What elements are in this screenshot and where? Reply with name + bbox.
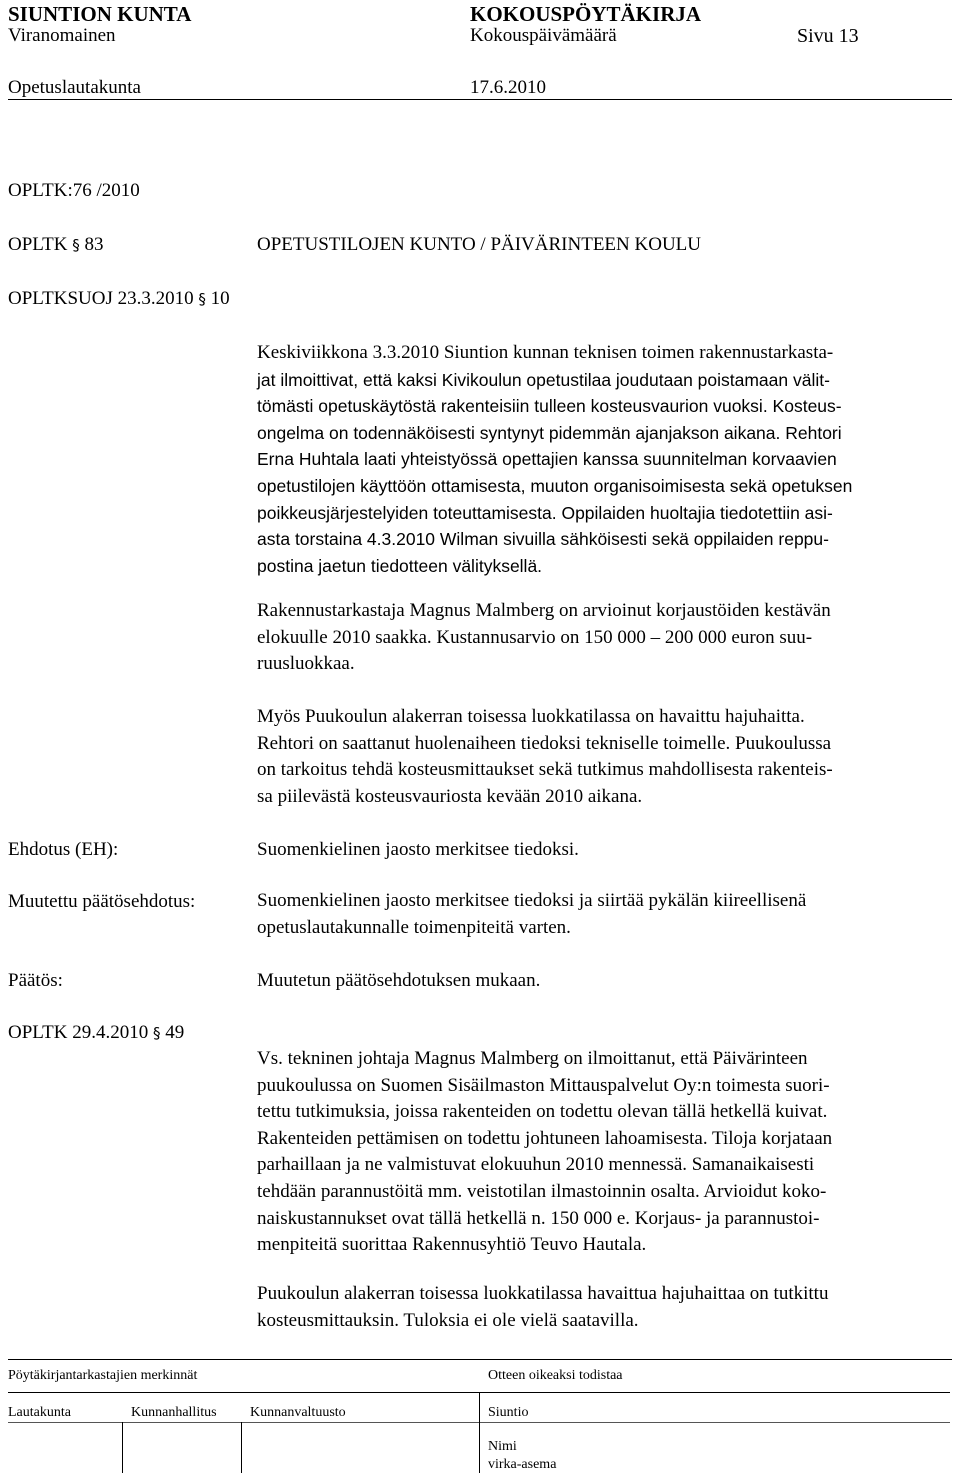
authority-name: Opetuslautakunta bbox=[8, 77, 141, 98]
text-line: Erna Huhtala laati yhteistyössä opettajien kanssa suunnitelman korvaavien bbox=[257, 449, 837, 470]
header-rule bbox=[8, 99, 952, 100]
section-symbol: § bbox=[152, 1024, 161, 1042]
text-line: tehdään parannustöitä mm. veistotilan ilmastoinnin osalta. Arvioidut koko- bbox=[257, 1180, 827, 1202]
footer-divider bbox=[122, 1422, 123, 1473]
text-line: asta torstaina 4.3.2010 Wilman sivuilla sähköisesti sekä oppilaiden reppu- bbox=[257, 529, 829, 550]
item-title: OPETUSTILOJEN KUNTO / PÄIVÄRINTEEN KOULU bbox=[257, 234, 702, 255]
text-line: elokuulle 2010 saakka. Kustannusarvio on 150 000 – 200 000 euron suu- bbox=[257, 626, 813, 648]
footer-rule bbox=[8, 1359, 952, 1360]
reviewers-label: Pöytäkirjantarkastajien merkinnät bbox=[8, 1368, 198, 1383]
decision-label: Päätös: bbox=[8, 970, 63, 991]
municipality-name: SIUNTION KUNTA bbox=[8, 2, 192, 26]
text-line: Rakennustarkastaja Magnus Malmberg on arvioinut korjaustöiden kestävän bbox=[257, 600, 831, 621]
text-line: tömästi opetuskäytöstä rakenteisiin tulleen kosteusvaurion vuoksi. Kosteus- bbox=[257, 396, 842, 417]
text-line: ruusluokkaa. bbox=[257, 653, 355, 675]
section-symbol: § bbox=[198, 290, 206, 308]
text-line: ongelma on todennäköisesti syntynyt pidemmän ajanjakson aikana. Rehtori bbox=[257, 422, 842, 443]
text-line: kosteusmittauksin. Tuloksia ei ole vielä saatavilla. bbox=[257, 1309, 639, 1331]
body-paragraph-1 bbox=[257, 340, 957, 579]
decision-text: Muutetun päätösehdotuksen mukaan. bbox=[257, 970, 541, 991]
text-line: on tarkoitus tehdä kosteusmittaukset sekä tutkimus mahdollisesta rakenteis- bbox=[257, 759, 833, 781]
modified-proposal-label: Muutettu päätösehdotus: bbox=[8, 891, 196, 912]
text-line: opetuslautakunnalle toimenpiteitä varten. bbox=[257, 916, 571, 938]
text-line: Puukoulun alakerran toisessa luokkatilassa havaittua hajuhaittaa on tutkittu bbox=[257, 1283, 829, 1304]
certified-label: Otteen oikeaksi todistaa bbox=[488, 1368, 623, 1383]
body-paragraph-2 bbox=[257, 598, 957, 678]
text-line: opetustilojen käyttöön ottamisesta, muuton organisoimisesta sekä opetuksen bbox=[257, 475, 853, 496]
proposal-text: Suomenkielinen jaosto merkitsee tiedoksi. bbox=[257, 839, 579, 860]
footer-divider bbox=[241, 1422, 242, 1473]
footer-col-municipal-council: Kunnanvaltuusto bbox=[250, 1405, 346, 1420]
text-line: Keskiviikkona 3.3.2010 Siuntion kunnan teknisen toimen rakennustarkasta- bbox=[257, 342, 834, 363]
text-line: menpiteitä suorittaa Rakennusyhtiö Teuvo Hautala. bbox=[257, 1234, 647, 1256]
body-paragraph-5 bbox=[257, 1281, 957, 1334]
body-paragraph-3 bbox=[257, 704, 957, 810]
later-number: 49 bbox=[165, 1022, 185, 1043]
footer-title-label: virka-asema bbox=[488, 1457, 557, 1472]
text-line: tettu tutkimuksia, joissa rakenteiden on todettu olevan tällä hetkellä kuivat. bbox=[257, 1101, 828, 1123]
previous-reference bbox=[8, 287, 230, 311]
text-line: puukoulussa on Suomen Sisäilmaston Mittauspalvelut Oy:n toimesta suori- bbox=[257, 1074, 830, 1096]
footer-col-municipal-board: Kunnanhallitus bbox=[131, 1405, 217, 1420]
item-number: 83 bbox=[84, 234, 104, 255]
section-symbol: § bbox=[72, 236, 80, 254]
text-line: Suomenkielinen jaosto merkitsee tiedoksi ja siirtää pykälän kiireellisenä bbox=[257, 890, 807, 911]
item-prefix: OPLTK bbox=[8, 234, 68, 255]
proposal-label: Ehdotus (EH): bbox=[8, 839, 119, 860]
text-line: poikkeusjärjestelyiden toteuttamisesta. Oppilaiden huoltajia tiedotettiin asi- bbox=[257, 502, 833, 523]
text-line: Rakenteiden pettämisen on todettu johtuneen lahoamisesta. Tiloja korjataan bbox=[257, 1127, 833, 1149]
text-line: naiskustannukset ovat tällä hetkellä n. 150 000 e. Korjaus- ja parannustoi- bbox=[257, 1207, 820, 1229]
footer-name-label: Nimi bbox=[488, 1439, 517, 1454]
text-line: Vs. tekninen johtaja Magnus Malmberg on ilmoittanut, että Päivärinteen bbox=[257, 1048, 808, 1069]
meeting-date-label: Kokouspäivämäärä bbox=[470, 25, 617, 46]
authority-label: Viranomainen bbox=[8, 25, 116, 46]
body-paragraph-4 bbox=[257, 1046, 957, 1259]
text-line: Myös Puukoulun alakerran toisessa luokkatilassa on havaittu hajuhaitta. bbox=[257, 706, 805, 727]
text-line: jat ilmoittivat, että kaksi Kivikoulun opetustilaa joudutaan poistamaan välit- bbox=[257, 369, 830, 390]
text-line: parhaillaan ja ne valmistuvat elokuuhun 2010 mennessä. Samanaikaisesti bbox=[257, 1154, 815, 1176]
footer-divider bbox=[479, 1392, 480, 1473]
later-reference bbox=[8, 1021, 184, 1045]
text-line: sa piilevästä kosteusvauriosta kevään 2010 aikana. bbox=[257, 785, 643, 807]
meeting-date: 17.6.2010 bbox=[470, 77, 546, 98]
previous-prefix: OPLTKSUOJ 23.3.2010 bbox=[8, 288, 194, 309]
later-prefix: OPLTK 29.4.2010 bbox=[8, 1022, 149, 1043]
previous-number: 10 bbox=[210, 288, 230, 309]
case-number: OPLTK:76 /2010 bbox=[8, 180, 140, 201]
modified-proposal-text bbox=[257, 888, 957, 941]
footer-place: Siuntio bbox=[488, 1405, 529, 1420]
text-line: Rehtori on saattanut huolenaiheen tiedoksi tekniselle toimelle. Puukoulussa bbox=[257, 732, 832, 754]
document-type: KOKOUSPÖYTÄKIRJA bbox=[470, 2, 702, 26]
footer-col-board: Lautakunta bbox=[8, 1405, 71, 1420]
text-line: postina jaetun tiedotteen välityksellä. bbox=[257, 555, 543, 576]
item-reference bbox=[8, 233, 103, 257]
page-number: Sivu 13 bbox=[797, 25, 859, 47]
